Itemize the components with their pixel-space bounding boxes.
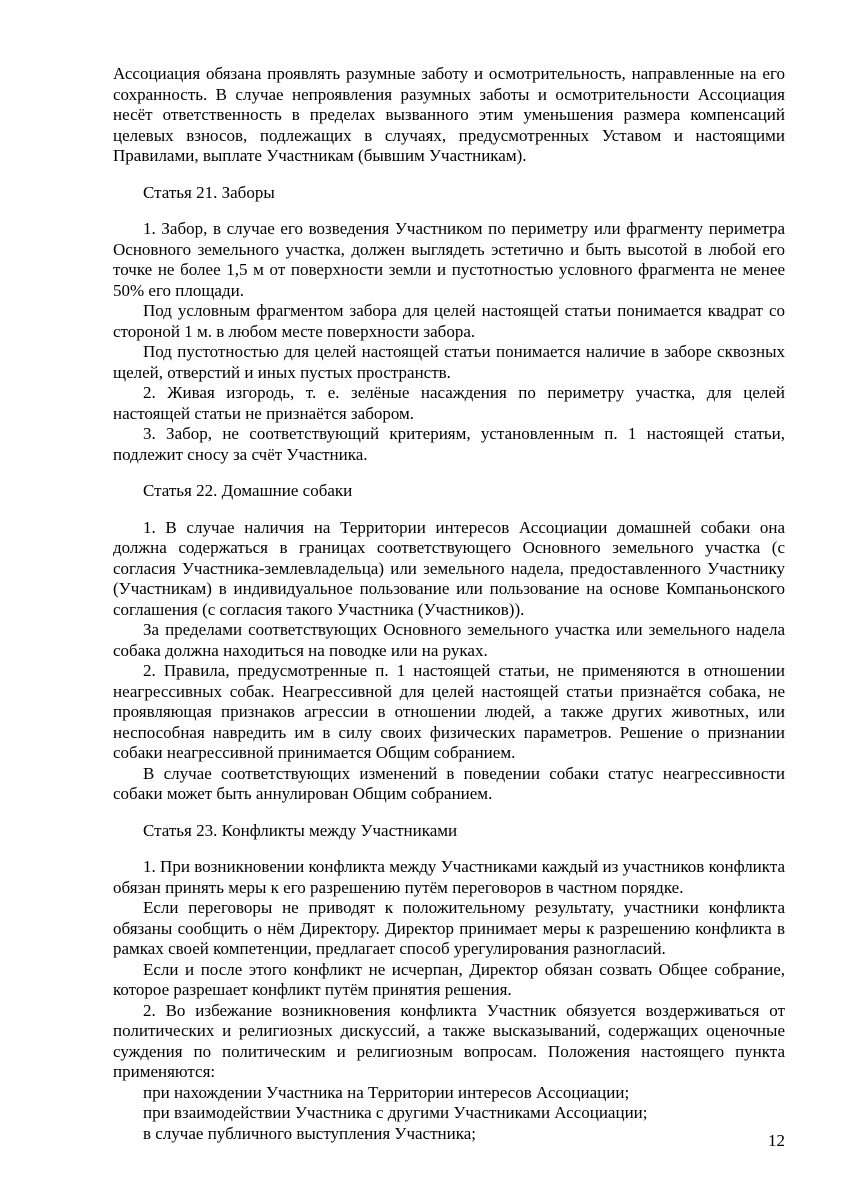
paragraph: 2. Живая изгородь, т. е. зелёные насаждения по периметру участка, для целей настоящей статьи не признаётся забором.: [113, 383, 785, 423]
list-item-line: при нахождении Участника на Территории интересов Ассоциации;: [143, 1082, 630, 1102]
paragraph: Под пустотностью для целей настоящей статьи понимается наличие в заборе сквозных щелей, отверстий и иных пустых пространств.: [113, 342, 785, 382]
paragraph: 2. Во избежание возникновения конфликта Участник обязуется воздерживаться от политических и религиозных дискуссий, а также высказываний, содержащих оценочные суждения по политическим и религиозным вопросам. Положения настоящего пункта применяются:: [113, 1000, 785, 1081]
paragraph: 1. При возникновении конфликта между Участниками каждый из участников конфликта обязан принять меры к его разрешению путём переговоров в частном порядке.: [113, 857, 785, 897]
blank-line: [113, 167, 785, 183]
document-body: [113, 64, 785, 1144]
paragraph: Под условным фрагментом забора для целей настоящей статьи понимается квадрат со стороной 1 м. в любом месте поверхности забора.: [113, 301, 785, 341]
paragraph: За пределами соответствующих Основного земельного участка или земельного надела собака должна находиться на поводке или на руках.: [113, 620, 785, 660]
blank-line: [113, 841, 785, 857]
page-number: 12: [768, 1131, 785, 1150]
paragraph: В случае соответствующих изменений в поведении собаки статус неагрессивности собаки может быть аннулирован Общим собранием.: [113, 763, 785, 803]
article-heading: Статья 21. Заборы: [143, 182, 275, 202]
blank-line: [113, 465, 785, 481]
article-heading: Статья 22. Домашние собаки: [143, 481, 353, 500]
article-heading: Статья 23. Конфликты между Участниками: [143, 820, 458, 840]
paragraph: Ассоциация обязана проявлять разумные заботу и осмотрительность, направленные на его сохранность. В случае непроявления разумных заботы и осмотрительности Ассоциация несёт ответственность в пределах вызванного этим уменьшения размера компенсаций целевых взносов, подлежащих в случаях, предусмотренных Уставом и настоящими Правилами, выплате Участникам (бывшим Участникам).: [113, 64, 785, 165]
list-item-line: при взаимодействии Участника с другими Участниками Ассоциации;: [143, 1103, 648, 1122]
paragraph: Если переговоры не приводят к положительному результату, участники конфликта обязаны сообщить о нём Директору. Директор принимает меры к разрешению конфликта в рамках своей компетенции, предлагает способ урегулирования разногласий.: [113, 898, 785, 958]
list-item-line: в случае публичного выступления Участника;: [143, 1123, 476, 1143]
paragraph: 3. Забор, не соответствующий критериям, установленным п. 1 настоящей статьи, подлежит сносу за счёт Участника.: [113, 424, 785, 464]
paragraph: 1. Забор, в случае его возведения Участником по периметру или фрагменту периметра Основного земельного участка, должен выглядеть эстетично и быть высотой в любой его точке не более 1,5 м от поверхности земли и пустотностью условного фрагмента не менее 50% его площади.: [113, 219, 785, 300]
blank-line: [113, 502, 785, 518]
paragraph: Если и после этого конфликт не исчерпан, Директор обязан созвать Общее собрание, которое разрешает конфликт путём принятия решения.: [113, 959, 785, 999]
blank-line: [113, 805, 785, 821]
paragraph: 1. В случае наличия на Территории интересов Ассоциации домашней собаки она должна содержаться в границах соответствующего Основного земельного участка (с согласия Участника-землевладельца) или земельного надела, предоставленного Участнику (Участникам) в индивидуальное пользование или пользование на основе Компаньонского соглашения (с согласия такого Участника (Участников)).: [113, 517, 785, 619]
blank-line: [113, 203, 785, 219]
paragraph: 2. Правила, предусмотренные п. 1 настоящей статьи, не применяются в отношении неагрессивных собак. Неагрессивной для целей настоящей статьи признаётся собака, не проявляющая признаков агрессии в отношении людей, а также других животных, или неспособная навредить им в силу своих физических параметров. Решение о признании собаки неагрессивной принимается Общим собранием.: [113, 661, 785, 762]
